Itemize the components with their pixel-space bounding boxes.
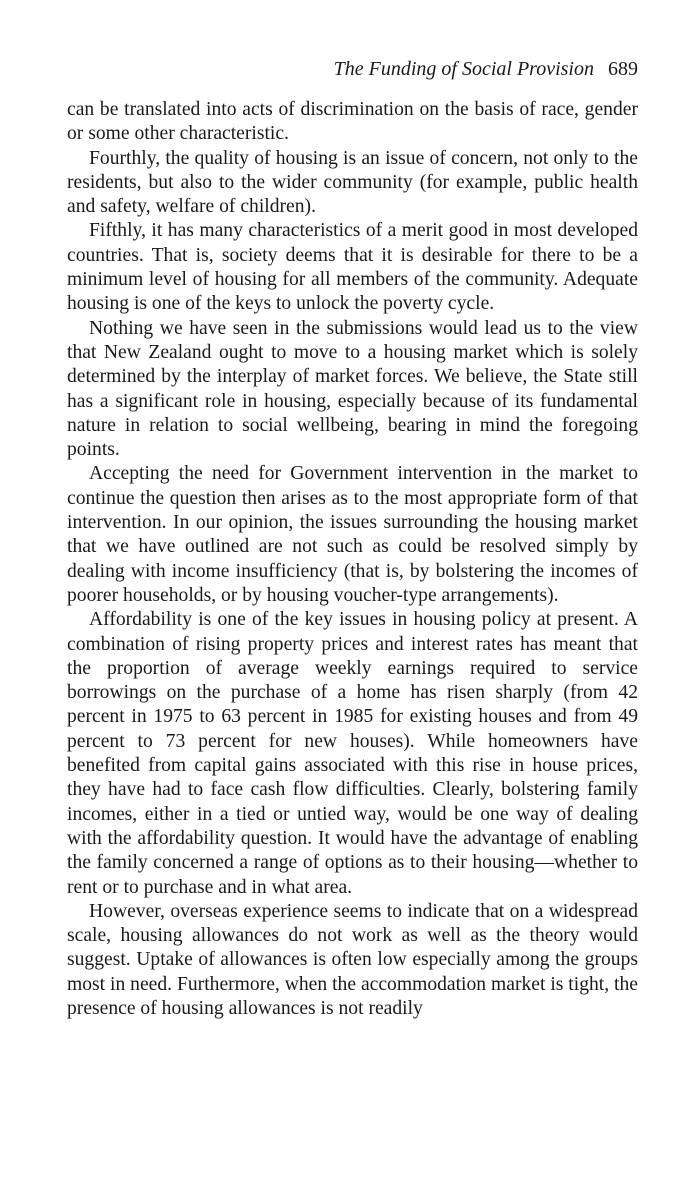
- paragraph-fifthly: Fifthly, it has many characteristics of a merit good in most developed countries. That is, society deems that it is desirable for there to be a minimum level of housing for all members of the community. Adequate housing is one of the keys to unlock the poverty cycle.: [67, 220, 638, 315]
- paragraph-overseas-experience: However, overseas experience seems to indicate that on a widespread scale, housing allowances do not work as well as the theory would suggest. Uptake of allowances is often low especially among the groups most in need. Furthermore, when the accommodation market is tight, the presence of housing allowances is not readily: [67, 900, 638, 1019]
- paragraph-market-forces: Nothing we have seen in the submissions would lead us to the view that New Zealand ought to move to a housing market which is solely determined by the interplay of market forces. We believe, the State still has a significant role in housing, especially because of its fundamental nature in relation to social wellbeing, bearing in mind the foregoing points.: [67, 317, 638, 461]
- paragraph-continued: can be translated into acts of discrimination on the basis of race, gender or some other characteristic.: [67, 99, 638, 145]
- running-head: [334, 57, 638, 81]
- paragraph-affordability: Affordability is one of the key issues in housing policy at present. A combination of rising property prices and interest rates has meant that the proportion of average weekly earnings required to service borrowings on the purchase of a home has risen sharply (from 42 percent in 1975 to 63 percent in 1985 for existing houses and from 49 percent to 73 percent for new houses). While homeowners have benefited from capital gains associated with this rise in house prices, they have had to face cash flow difficulties. Clearly, bolstering family incomes, either in a tied or untied way, would be one way of dealing with the affordability question. It would have the advantage of enabling the family concerned a range of options as to their housing—whether to rent or to purchase and in what area.: [67, 609, 638, 898]
- paragraph-fourthly: Fourthly, the quality of housing is an issue of concern, not only to the residents, but also to the wider community (for example, public health and safety, welfare of children).: [67, 147, 638, 218]
- body-text: [67, 98, 638, 1021]
- running-title: The Funding of Social Provision: [333, 58, 594, 80]
- page-number: 689: [608, 58, 638, 80]
- paragraph-government-intervention: Accepting the need for Government intervention in the market to continue the question then arises as to the most appropriate form of that intervention. In our opinion, the issues surrounding the housing market that we have outlined are not such as could be resolved simply by dealing with income insufficiency (that is, by bolstering the incomes of poorer households, or by housing voucher-type arrangements).: [67, 463, 638, 606]
